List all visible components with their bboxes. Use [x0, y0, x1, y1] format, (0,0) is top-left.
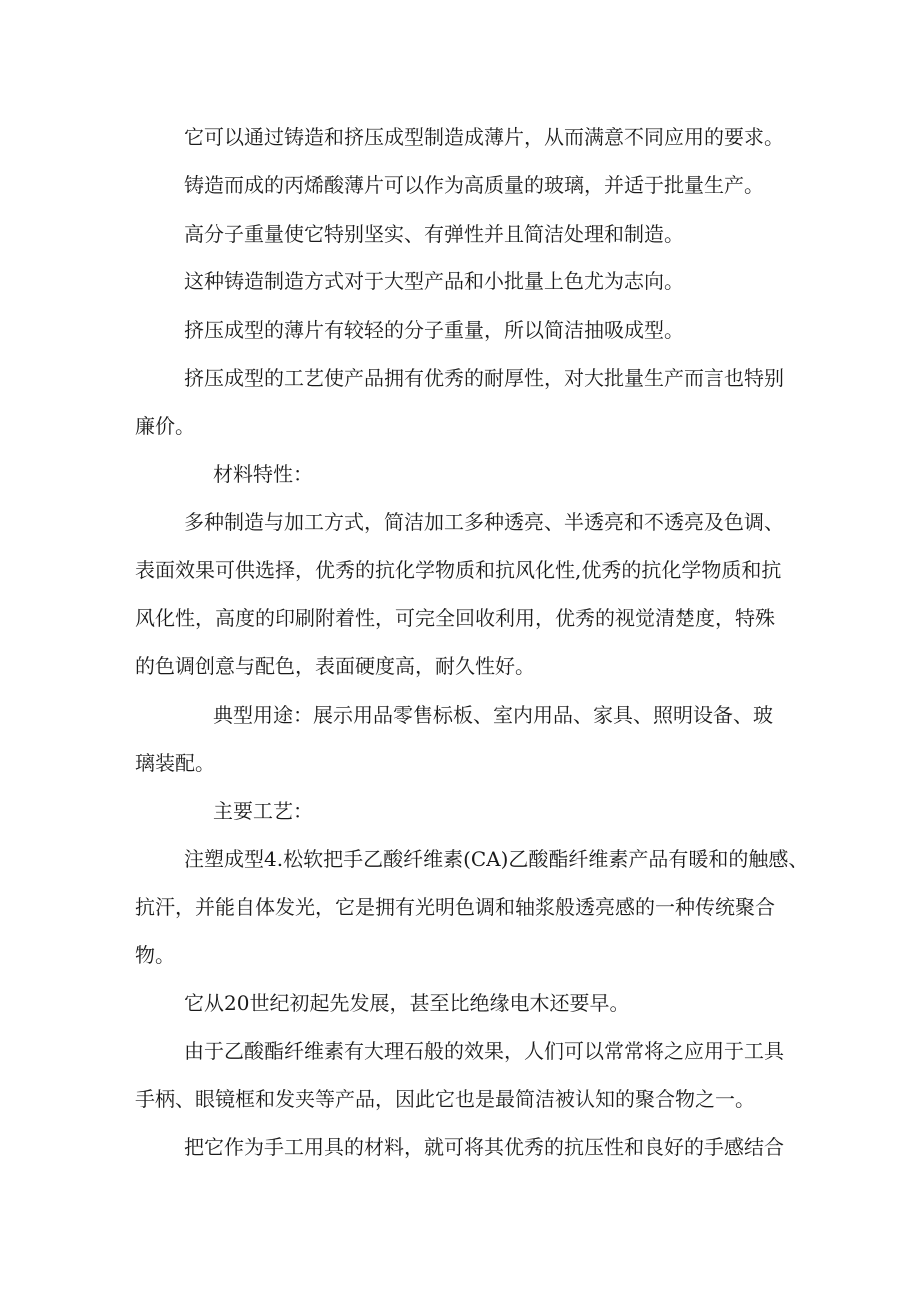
paragraph-line: 廉价。 [135, 414, 195, 438]
paragraph-line: 挤压成型的工艺使产品拥有优秀的耐厚性，对大批量生产而言也特别 [184, 366, 784, 390]
section-heading: 材料特性： [213, 462, 313, 486]
paragraph-line: 把它作为手工用具的材料，就可将其优秀的抗压性和良好的手感结合 [184, 1135, 784, 1159]
paragraph-line: 物。 [135, 943, 175, 967]
paragraph-line: 这种铸造制造方式对于大型产品和小批量上色尤为志向。 [184, 269, 684, 293]
paragraph-line: 表面效果可供选择，优秀的抗化学物质和抗风化性,优秀的抗化学物质和抗 [135, 558, 782, 582]
paragraph-line: 它从20世纪初起先发展，甚至比绝缘电木还要早。 [184, 991, 630, 1015]
paragraph-line: 璃装配。 [135, 751, 215, 775]
paragraph-line: 由于乙酸酯纤维素有大理石般的效果，人们可以常常将之应用于工具 [184, 1039, 784, 1063]
section-heading: 主要工艺： [213, 799, 313, 823]
paragraph-line: 注塑成型4.松软把手乙酸纤维素(CA)乙酸酯纤维素产品有暖和的触感、 [184, 847, 809, 871]
paragraph-line: 高分子重量使它特别坚实、有弹性并且简洁处理和制造。 [184, 222, 684, 246]
paragraph-line: 典型用途：展示用品零售标板、室内用品、家具、照明设备、玻 [213, 703, 773, 727]
paragraph-line: 的色调创意与配色，表面硬度高，耐久性好。 [135, 654, 535, 678]
paragraph-line: 多种制造与加工方式，简洁加工多种透亮、半透亮和不透亮及色调、 [184, 510, 784, 534]
paragraph-line: 手柄、眼镜框和发夹等产品，因此它也是最简洁被认知的聚合物之一。 [135, 1087, 755, 1111]
paragraph-line: 风化性，高度的印刷附着性，可完全回收利用，优秀的视觉清楚度，特殊 [135, 606, 775, 630]
paragraph-line: 铸造而成的丙烯酸薄片可以作为高质量的玻璃，并适于批量生产。 [184, 173, 764, 197]
paragraph-line: 抗汗，并能自体发光，它是拥有光明色调和轴浆般透亮感的一种传统聚合 [135, 895, 775, 919]
paragraph-line: 挤压成型的薄片有较轻的分子重量，所以简洁抽吸成型。 [184, 318, 684, 342]
paragraph-line: 它可以通过铸造和挤压成型制造成薄片，从而满意不同应用的要求。 [184, 125, 784, 149]
